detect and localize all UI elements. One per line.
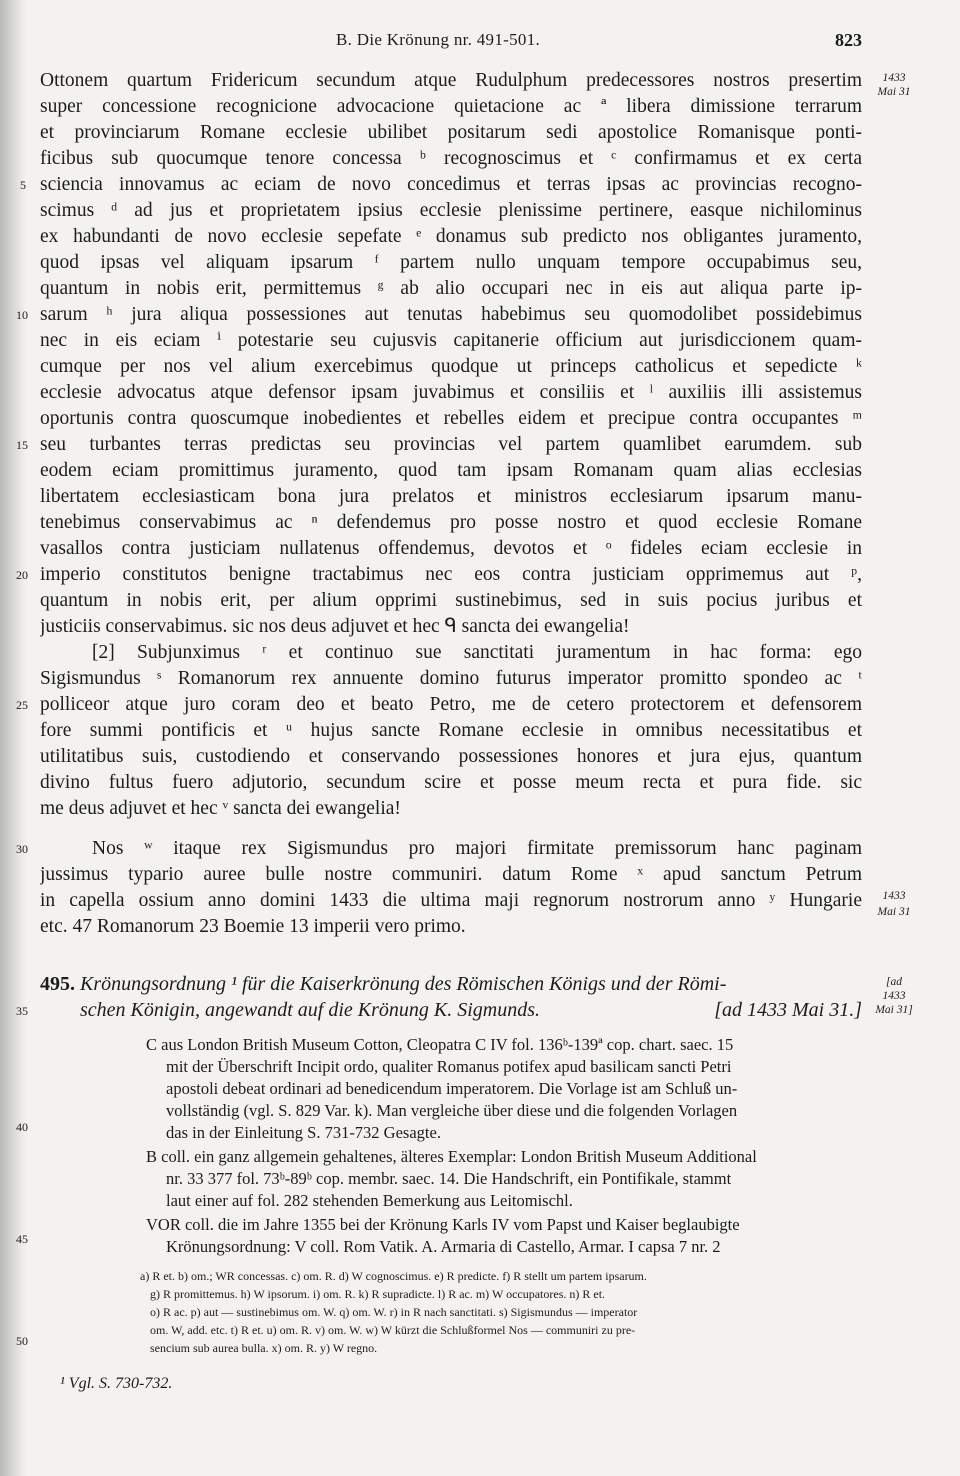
section-number: 495.	[40, 973, 75, 995]
source-line: VOR coll. die im Jahre 1355 bei der Krönung Karls IV vom Papst und Kaiser beglaubigte	[146, 1215, 740, 1234]
variant-line: o) R ac. p) aut — sustinebimus om. W. q) om. W. r) in R nach sanctitati. s) Sigismundus — imperator	[150, 1305, 638, 1319]
variant-line: g) R promittemus. h) W ipsorum. i) om. R. k) R supradicte. l) R ac. m) W occupatores. n) R et.	[150, 1287, 606, 1301]
body-line: me deus adjuvet et hec ᵛ sancta dei ewangelia!	[40, 798, 401, 819]
line-number: 30	[16, 842, 28, 856]
source-line: B coll. ein ganz allgemein gehaltenes, älteres Exemplar: London British Museum Additional	[146, 1147, 757, 1166]
margin-date-day: Mai 31]	[875, 1004, 913, 1016]
body-line: Ottonem quartum Fridericum secundum atque Rudulphum predecessores nostros presertim	[40, 70, 862, 91]
section-title-line1: Krönungsordnung ¹ für die Kaiserkrönung des Römischen Königs und der Römi-	[80, 973, 727, 995]
variant-line: sencium sub aurea bulla. x) om. R. y) W regno.	[150, 1341, 378, 1355]
margin-date-day: Mai 31	[877, 86, 911, 98]
source-line: laut einer auf fol. 282 stehenden Bemerkung aus Leitomischl.	[166, 1191, 573, 1210]
margin-date-year: 1433	[882, 72, 906, 84]
body-line: sarum ʰ jura aliqua possessiones aut tenutas habebimus seu quomodolibet possidebimus	[40, 304, 862, 325]
body-line: polliceor atque juro coram deo et beato Petro, me de cetero protectorem et defensorem	[40, 694, 862, 715]
margin-date-year: 1433	[882, 990, 906, 1002]
body-line: scimus ᵈ ad jus et proprietatem ipsius ecclesie plenissime pertinere, easque nichilominus	[40, 200, 862, 221]
source-line: Krönungsordnung: V coll. Rom Vatik. A. Armaria di Castello, Armar. I capsa 7 nr. 2	[166, 1237, 721, 1256]
line-number: 35	[16, 1004, 28, 1018]
source-line: das in der Einleitung S. 731-732 Gesagte.	[166, 1123, 441, 1142]
body-line: etc. 47 Romanorum 23 Boemie 13 imperii vero primo.	[40, 916, 466, 937]
line-number: 10	[16, 308, 28, 322]
margin-date-year: 1433	[882, 890, 906, 902]
body-line: fore summi pontificis et ᵘ hujus sancte Romane ecclesie in omnibus necessitatibus et	[40, 720, 862, 741]
body-line: et provinciarum Romane ecclesie ubilibet positarum sedi apostolice Romanisque ponti-	[40, 122, 862, 143]
body-line: justiciis conservabimus. sic nos deus adjuvet et hec ᑫ sancta dei ewangelia!	[40, 616, 630, 637]
body-line: jussimus typario auree bulle nostre communiri. datum Rome ˣ apud sanctum Petrum	[40, 864, 862, 885]
section-date: [ad 1433 Mai 31.]	[714, 999, 862, 1021]
body-line: utilitatibus suis, custodiendo et conservando possessiones honores et jura ejus, quantum	[40, 746, 862, 767]
page-header	[40, 30, 862, 56]
variant-line: a) R et. b) om.; WR concessas. c) om. R. d) W cognoscimus. e) R predicte. f) R stellt um partem ipsarum.	[140, 1269, 647, 1283]
body-line: nec in eis eciam ⁱ potestarie seu cujusvis capitanerie officium aut jurisdiccionem quam-	[40, 330, 862, 351]
body-line: divino fultus fuero adjutorio, secundum scire et posse meum recta et pura fide. sic	[40, 772, 862, 793]
source-line: mit der Überschrift Incipit ordo, qualiter Romanus potifex apud basilicam sancti Petri	[166, 1057, 732, 1076]
body-line: quantum in nobis erit, permittemus ᵍ ab alio occupari nec in eis aut aliqua parte ip-	[40, 278, 862, 299]
line-number: 40	[16, 1120, 28, 1134]
line-number: 15	[16, 438, 28, 452]
body-line: seu turbantes terras predictas seu provincias vel partem quamlibet earumdem. sub	[40, 434, 862, 455]
section-heading-cont	[80, 996, 862, 1024]
body-line: ecclesie advocatus atque defensor ipsam juvabimus et consiliis et ˡ auxiliis illi assistemus	[40, 382, 862, 403]
source-line: vollständig (vgl. S. 829 Var. k). Man vergleiche über diese und die folgenden Vorlagen	[166, 1101, 738, 1120]
body-line: quantum in nobis erit, per alium opprimi sustinebimus, sed in suis pocius juribus et	[40, 590, 862, 611]
body-line: sciencia innovamus ac eciam de novo concedimus et terras ipsas ac provincias recogno-	[40, 174, 862, 195]
section-title-line2: schen Königin, angewandt auf die Krönung K. Sigmunds.	[80, 999, 540, 1021]
section-heading	[40, 970, 862, 998]
body-line: in capella ossium anno domini 1433 die ultima maji regnorum nostrorum anno ʸ Hungarie	[40, 890, 862, 911]
body-line: super concessione recognicione advocacione quietacione ac ª libera dimissione terrarum	[40, 96, 862, 117]
running-title: B. Die Krönung nr. 491-501.	[336, 30, 541, 49]
body-line: imperio constitutos benigne tractabimus nec eos contra justiciam opprimemus aut ᵖ,	[40, 564, 862, 585]
body-line: cumque per nos vel alium exercebimus quodque ut princeps catholicus et sepedicte ᵏ	[40, 356, 862, 377]
margin-date-day: Mai 31	[877, 906, 911, 918]
variant-line: om. W, add. etc. t) R et. u) om. R. v) om. W. w) W kürzt die Schlußformel Nos — communiri zu pre-	[150, 1323, 636, 1337]
body-line: oportunis contra quoscumque inobedientes et rebelles eidem et precipue contra occupantes ᵐ	[40, 408, 862, 429]
body-line: Nos ʷ itaque rex Sigismundus pro majori firmitate premissorum hanc paginam	[92, 838, 862, 859]
line-number: 20	[16, 568, 28, 582]
body-line: tenebimus conservabimus ac ⁿ defendemus pro posse nostro et quod ecclesie Romane	[40, 512, 862, 533]
source-line: apostoli debeat ordinari ad benedicendum imperatorem. Die Vorlage ist am Schluß un-	[166, 1079, 738, 1098]
body-line: quod ipsas vel aliquam ipsarum ᶠ partem nullo unquam tempore occupabimus seu,	[40, 252, 862, 273]
body-line: libertatem ecclesiasticam bona jura prelatos et ministros ecclesiarum ipsarum manu-	[40, 486, 862, 507]
body-line: vasallos contra justiciam nullatenus offendemus, devotos et ᵒ fideles eciam ecclesie in	[40, 538, 862, 559]
line-number: 5	[20, 178, 26, 192]
line-number: 50	[16, 1334, 28, 1348]
line-number: 45	[16, 1232, 28, 1246]
source-line: C aus London British Museum Cotton, Cleopatra C IV fol. 136ᵇ-139ª cop. chart. saec. 15	[146, 1035, 734, 1054]
body-line: [2] Subjunximus ʳ et continuo sue sanctitati juramentum in hac forma: ego	[92, 642, 862, 663]
footnote: ¹ Vgl. S. 730-732.	[60, 1375, 173, 1392]
body-line: eodem eciam promittimus juramento, quod tam ipsam Romanam quam alias ecclesias	[40, 460, 862, 481]
body-line: ficibus sub quocumque tenore concessa ᵇ recognoscimus et ᶜ confirmamus et ex certa	[40, 148, 862, 169]
source-line: nr. 33 377 fol. 73ᵇ-89ᵇ cop. membr. saec. 14. Die Handschrift, ein Pontifikale, stammt	[166, 1169, 732, 1188]
page-number: 823	[835, 30, 862, 50]
body-line: Sigismundus ˢ Romanorum rex annuente domino futurus imperator promitto spondeo ac ᵗ	[40, 668, 862, 689]
line-number: 25	[16, 698, 28, 712]
margin-date-ad: [ad	[886, 976, 902, 988]
body-line: ex habundanti de novo ecclesie sepefate ᵉ donamus sub predicto nos obligantes juramento,	[40, 226, 862, 247]
